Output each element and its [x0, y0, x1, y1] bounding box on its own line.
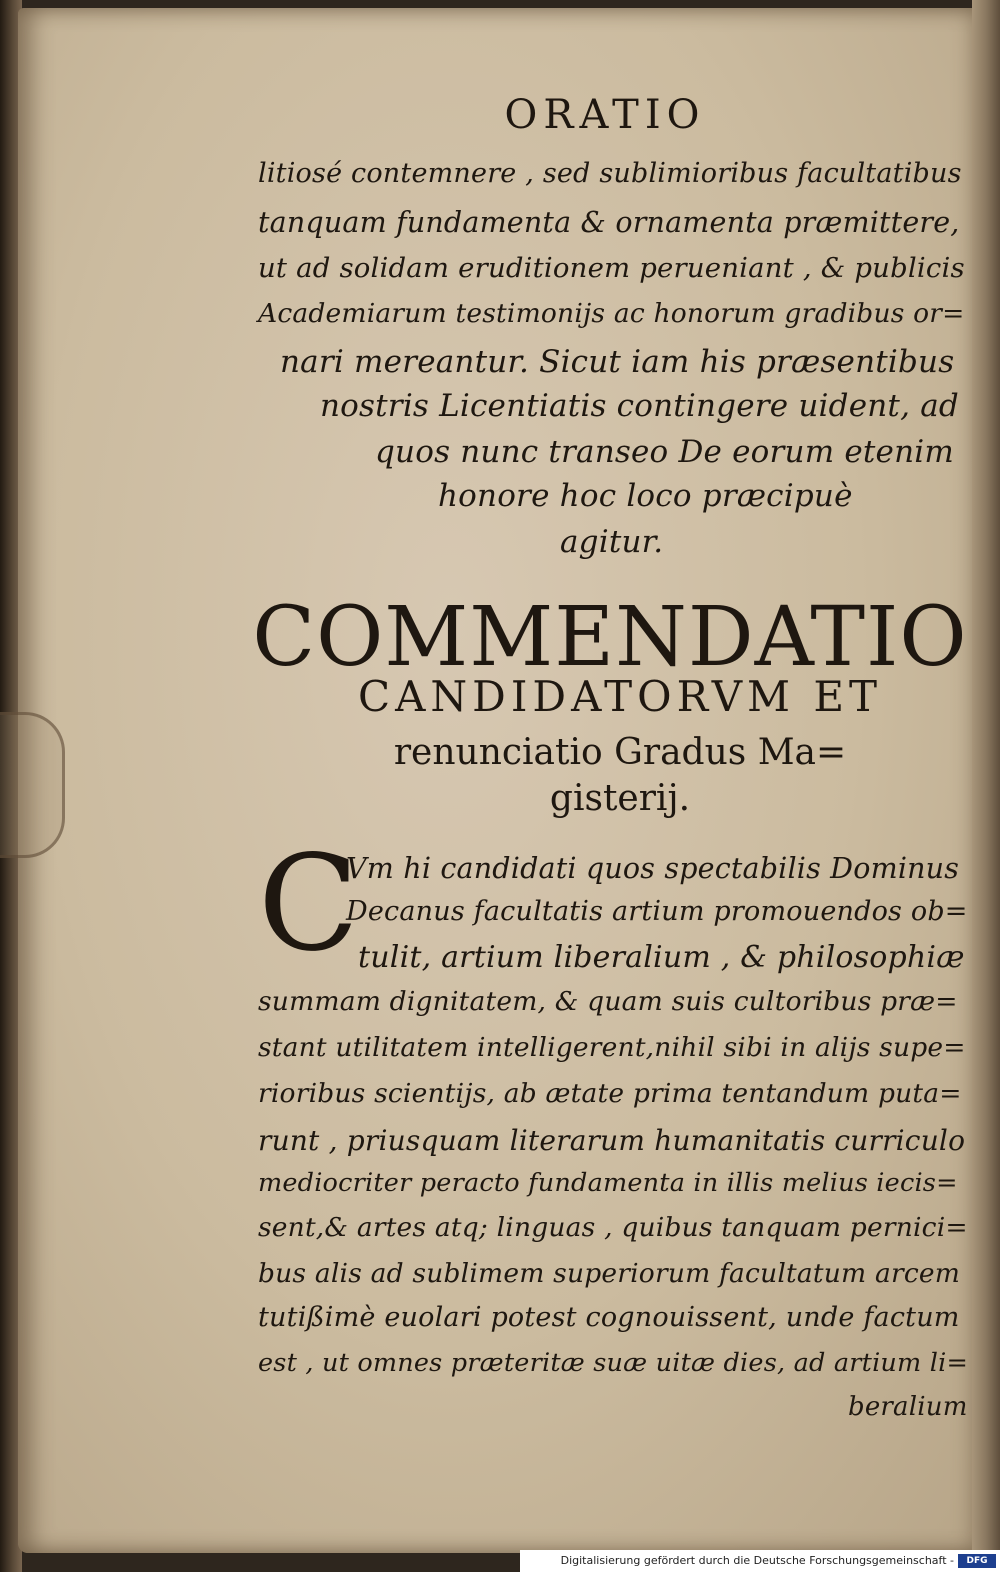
text-line: nari mereantur. Sicut iam his præsentibus: [280, 344, 955, 380]
text-line: est , ut omnes præteritæ suæ uitæ dies, ad artium li=: [258, 1348, 969, 1378]
text-line: tulit, artium liberalium , & philosophiæ: [358, 940, 965, 975]
section-heading-main: COMMENDATIO: [252, 590, 968, 685]
next-page-edge: [972, 0, 1000, 1572]
text-line: Academiarum testimonijs ac honorum gradibus or=: [258, 298, 965, 329]
text-line: mediocriter peracto fundamenta in illis melius iecis=: [258, 1168, 958, 1198]
text-line: sent,& artes atq; linguas , quibus tanquam pernici=: [258, 1212, 968, 1243]
section-heading-line3: renunciatio Gradus Ma=: [393, 732, 847, 773]
section-heading-sub: CANDIDATORVM ET: [357, 672, 883, 721]
text-line: agitur.: [560, 524, 664, 560]
catchword: beralium: [848, 1392, 968, 1422]
text-line: rioribus scientijs, ab ætate prima tentandum puta=: [258, 1078, 962, 1109]
text-line: summam dignitatem, & quam suis cultoribus præ=: [258, 986, 958, 1017]
text-line: Decanus facultatis artium promouendos ob=: [346, 896, 968, 927]
running-head: ORATIO: [504, 92, 706, 138]
text-line: tutißimè euolari potest cognouissent, unde factum: [258, 1302, 960, 1333]
text-line: bus alis ad sublimem superiorum facultatum arcem: [258, 1258, 961, 1289]
page-clip: [0, 712, 65, 858]
digitization-credit: [520, 1550, 1000, 1572]
text-line: runt , priusquam literarum humanitatis curriculo: [258, 1124, 966, 1157]
text-line: nostris Licentiatis contingere uident, ad: [320, 388, 959, 424]
text-line: litiosé contemnere , sed sublimioribus facultatibus: [258, 158, 962, 189]
credit-text: Digitalisierung gefördert durch die Deutsche Forschungsgemeinschaft -: [560, 1554, 954, 1567]
text-line: quos nunc transeo De eorum etenim: [375, 434, 954, 470]
section-heading-line4: gisterij.: [549, 778, 691, 819]
text-line: honore hoc loco præcipuè: [438, 478, 853, 514]
text-line: ut ad solidam eruditionem perueniant , & publicis: [258, 252, 965, 284]
text-line: Vm hi candidati quos spectabilis Dominus: [346, 852, 960, 885]
drop-cap: C: [258, 827, 359, 981]
text-line: tanquam fundamenta & ornamenta præmittere,: [258, 206, 960, 239]
dfg-logo: DFG: [958, 1554, 996, 1568]
text-line: stant utilitatem intelligerent,nihil sibi in alijs supe=: [258, 1032, 966, 1063]
